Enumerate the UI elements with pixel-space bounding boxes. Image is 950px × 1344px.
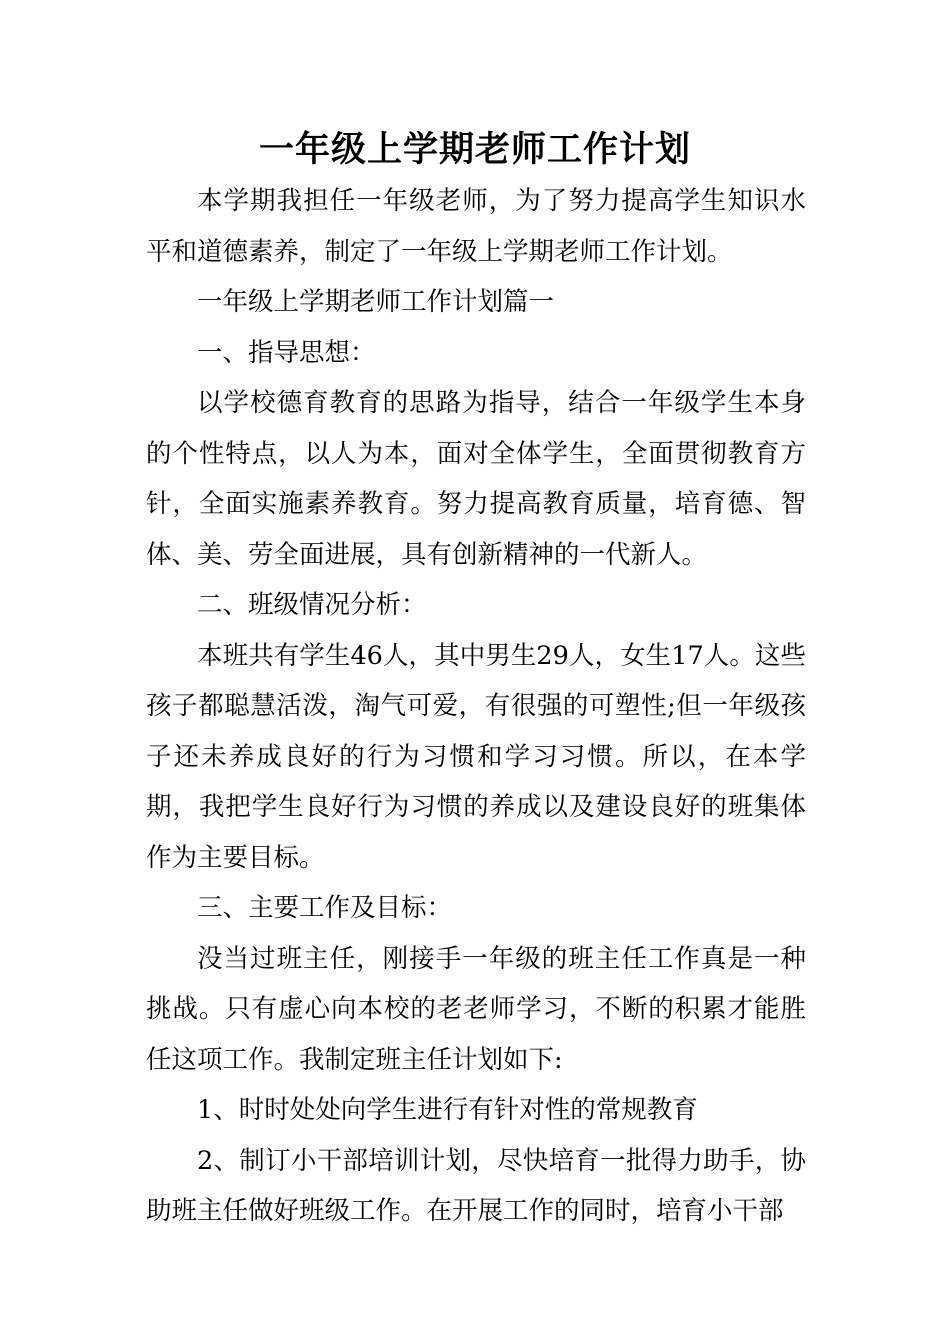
paragraph-item-1: 1、时时处处向学生进行有针对性的常规教育 xyxy=(197,1095,698,1125)
paragraph-guiding-ideology: 以学校德育教育的思路为指导，结合一年级学生本身的个性特点，以人为本，面对全体学生，全面贯彻教育方针，全面实施素养教育。努力提高教育质量，培育德、智体、美、劳全面进展，具有创新精神的一代新人。 xyxy=(146,388,806,570)
paragraph-section-heading: 一年级上学期老师工作计划篇一 xyxy=(197,287,555,317)
paragraph-heading-class-analysis: 二、班级情况分析： xyxy=(197,590,427,620)
paragraph-class-analysis: 本班共有学生46人，其中男生29人，女生17人。这些孩子都聪慧活泼，淘气可爱，有很强的可塑性;但一年级孩子还未养成良好的行为习惯和学习习惯。所以，在本学期，我把学生良好行为习惯的养成以及建设良好的班集体作为主要目标。 xyxy=(146,640,806,873)
paragraph-main-work: 没当过班主任，刚接手一年级的班主任工作真是一种挑战。只有虚心向本校的老老师学习，不断的积累才能胜任这项工作。我制定班主任计划如下: xyxy=(146,943,806,1075)
document-body xyxy=(146,176,806,1237)
paragraph-heading-guiding-ideology: 一、指导思想： xyxy=(197,337,376,368)
paragraph-intro: 本学期我担任一年级老师，为了努力提高学生知识水平和道德素养，制定了一年级上学期老师工作计划。 xyxy=(146,186,806,267)
document-title: 一年级上学期老师工作计划 xyxy=(258,130,691,170)
paragraph-heading-main-work: 三、主要工作及目标： xyxy=(197,893,453,923)
paragraph-item-2: 2、制订小干部培训计划，尽快培育一批得力助手，协助班主任做好班级工作。在开展工作的同时，培育小干部 xyxy=(146,1145,806,1226)
